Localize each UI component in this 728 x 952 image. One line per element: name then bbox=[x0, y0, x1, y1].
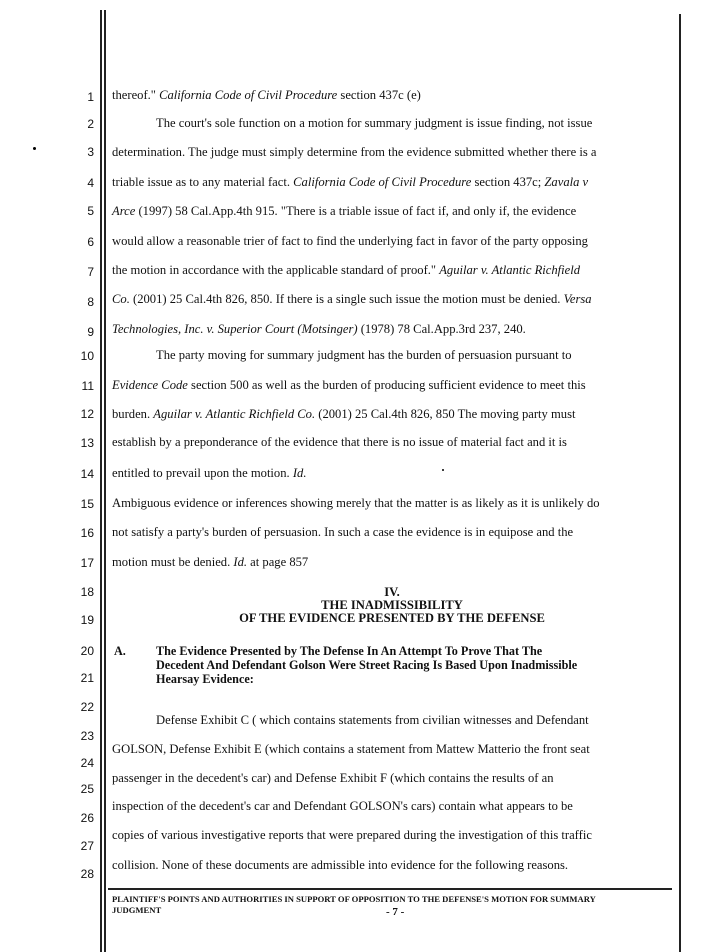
italic-citation: California Code of Civil Procedure bbox=[293, 175, 472, 189]
left-margin-rule-outer bbox=[100, 10, 102, 952]
text-line bbox=[156, 348, 572, 363]
text-segment: not satisfy a party's burden of persuasion. In such a case the evidence is in equipose and the bbox=[112, 525, 574, 539]
line-number: 18 bbox=[80, 585, 94, 599]
italic-citation: Technologies, Inc. v. Superior Court (Motsinger) bbox=[112, 322, 358, 336]
line-number: 12 bbox=[80, 407, 94, 421]
line-number: 17 bbox=[80, 556, 94, 570]
italic-citation: Arce bbox=[112, 204, 136, 218]
text-line bbox=[112, 771, 554, 786]
left-margin-rule-inner bbox=[104, 10, 106, 952]
text-segment: Defense Exhibit C ( which contains statements from civilian witnesses and Defendant bbox=[156, 713, 589, 727]
text-segment: burden. bbox=[112, 407, 154, 421]
text-segment: (2001) 25 Cal.4th 826, 850. If there is a single such issue the motion must be denied. bbox=[129, 292, 564, 306]
right-margin-rule bbox=[679, 14, 681, 952]
footer-line-1: PLAINTIFF'S POINTS AND AUTHORITIES IN SUPPORT OF OPPOSITION TO THE DEFENSE'S MOTION FOR SUMMARY bbox=[112, 894, 596, 904]
subsection-letter: A. bbox=[114, 644, 126, 658]
text-line bbox=[112, 858, 568, 873]
text-line bbox=[112, 742, 590, 757]
text-segment: Ambiguous evidence or inferences showing merely that the matter is as likely as it is unlikely do bbox=[112, 496, 600, 510]
footer-caption bbox=[112, 894, 596, 916]
line-number: 3 bbox=[87, 145, 94, 159]
line-number: 20 bbox=[80, 644, 94, 658]
text-segment: (1997) 58 Cal.App.4th 915. "There is a triable issue of fact if, and only if, the evidence bbox=[135, 204, 577, 218]
text-line bbox=[112, 263, 580, 278]
italic-citation: Id. bbox=[233, 555, 248, 569]
line-number: 24 bbox=[80, 756, 94, 770]
text-segment: determination. The judge must simply determine from the evidence submitted whether there is a bbox=[112, 145, 597, 159]
text-line bbox=[112, 555, 308, 570]
line-number: 1 bbox=[87, 90, 94, 104]
line-number: 15 bbox=[80, 497, 94, 511]
text-segment: copies of various investigative reports that were prepared during the investigation of this traffic bbox=[112, 828, 592, 842]
text-line bbox=[112, 828, 592, 843]
text-line bbox=[156, 116, 592, 131]
heading-line-1: THE INADMISSIBILITY bbox=[321, 598, 463, 612]
scan-speck-small bbox=[442, 469, 444, 471]
line-number: 14 bbox=[80, 467, 94, 481]
text-segment: thereof." bbox=[112, 88, 160, 102]
text-line bbox=[112, 204, 576, 219]
text-segment: inspection of the decedent's car and Defendant GOLSON's cars) contain what appears to be bbox=[112, 799, 573, 813]
footer-rule bbox=[108, 888, 672, 890]
line-number: 8 bbox=[87, 295, 94, 309]
text-segment: would allow a reasonable trier of fact to find the underlying fact in favor of the party opposing bbox=[112, 234, 588, 248]
italic-citation: Evidence Code bbox=[112, 378, 188, 392]
text-line bbox=[112, 175, 588, 190]
text-line bbox=[112, 407, 576, 422]
subsection-title-line-2: Decedent And Defendant Golson Were Street Racing Is Based Upon Inadmissible bbox=[156, 658, 578, 672]
line-number: 21 bbox=[80, 671, 94, 685]
text-segment: establish by a preponderance of the evidence that there is no issue of material fact and it is bbox=[112, 435, 567, 449]
line-number: 16 bbox=[80, 526, 94, 540]
line-number: 28 bbox=[80, 867, 94, 881]
page-number: - 7 - bbox=[386, 906, 405, 918]
line-number: 27 bbox=[80, 839, 94, 853]
line-number: 6 bbox=[87, 235, 94, 249]
text-segment: section 500 as well as the burden of producing sufficient evidence to meet this bbox=[187, 378, 586, 392]
text-line bbox=[112, 292, 592, 307]
text-segment: The party moving for summary judgment has the burden of persuasion pursuant to bbox=[156, 348, 572, 362]
line-number: 9 bbox=[87, 325, 94, 339]
text-segment: triable issue as to any material fact. bbox=[112, 175, 294, 189]
text-segment: The court's sole function on a motion for summary judgment is issue finding, not issue bbox=[156, 116, 593, 130]
text-segment: motion must be denied. bbox=[112, 555, 234, 569]
text-line bbox=[112, 466, 306, 481]
text-segment: section 437c; bbox=[471, 175, 545, 189]
line-number: 19 bbox=[80, 613, 94, 627]
italic-citation: Id. bbox=[292, 466, 307, 480]
line-number: 4 bbox=[87, 176, 94, 190]
text-line bbox=[112, 496, 600, 511]
heading-line-2: OF THE EVIDENCE PRESENTED BY THE DEFENSE bbox=[239, 611, 545, 625]
line-number: 25 bbox=[80, 782, 94, 796]
italic-citation: Co. bbox=[112, 292, 130, 306]
line-number: 11 bbox=[81, 379, 94, 393]
italic-citation: Aguilar v. Atlantic Richfield bbox=[439, 263, 581, 277]
text-segment: (2001) 25 Cal.4th 826, 850 The moving party must bbox=[315, 407, 576, 421]
subsection-title-line-1: The Evidence Presented by The Defense In An Attempt To Prove That The bbox=[156, 644, 543, 658]
text-segment: at page 857 bbox=[247, 555, 309, 569]
text-line bbox=[112, 435, 567, 450]
italic-citation: Aguilar v. Atlantic Richfield Co. bbox=[153, 407, 316, 421]
italic-citation: Zavala v bbox=[544, 175, 589, 189]
text-segment: section 437c (e) bbox=[337, 88, 421, 102]
italic-citation: Versa bbox=[563, 292, 592, 306]
text-segment: (1978) 78 Cal.App.3rd 237, 240. bbox=[357, 322, 526, 336]
line-number: 2 bbox=[87, 117, 94, 131]
text-line bbox=[112, 525, 573, 540]
text-segment: the motion in accordance with the applicable standard of proof." bbox=[112, 263, 440, 277]
line-number: 22 bbox=[80, 700, 94, 714]
line-number: 23 bbox=[80, 729, 94, 743]
text-line bbox=[112, 234, 588, 249]
heading-number: IV. bbox=[384, 585, 400, 599]
footer-line-2: JUDGMENT bbox=[112, 905, 162, 915]
line-number: 7 bbox=[87, 265, 94, 279]
text-line bbox=[112, 322, 526, 337]
line-number: 10 bbox=[80, 349, 94, 363]
text-line bbox=[112, 145, 597, 160]
text-line bbox=[112, 378, 586, 393]
line-number: 26 bbox=[80, 811, 94, 825]
text-line bbox=[112, 88, 421, 103]
italic-citation: California Code of Civil Procedure bbox=[159, 88, 338, 102]
text-segment: passenger in the decedent's car) and Defense Exhibit F (which contains the results of an bbox=[112, 771, 554, 785]
line-number: 13 bbox=[80, 436, 94, 450]
subsection-title-line-3: Hearsay Evidence: bbox=[156, 672, 254, 686]
line-number: 5 bbox=[87, 204, 94, 218]
text-segment: entitled to prevail upon the motion. bbox=[112, 466, 293, 480]
text-line bbox=[112, 799, 573, 814]
text-segment: GOLSON, Defense Exhibit E (which contains a statement from Mattew Matterio the front seat bbox=[112, 742, 590, 756]
text-segment: collision. None of these documents are admissible into evidence for the following reasons. bbox=[112, 858, 569, 872]
text-line bbox=[156, 713, 589, 728]
scan-speck bbox=[33, 147, 36, 150]
